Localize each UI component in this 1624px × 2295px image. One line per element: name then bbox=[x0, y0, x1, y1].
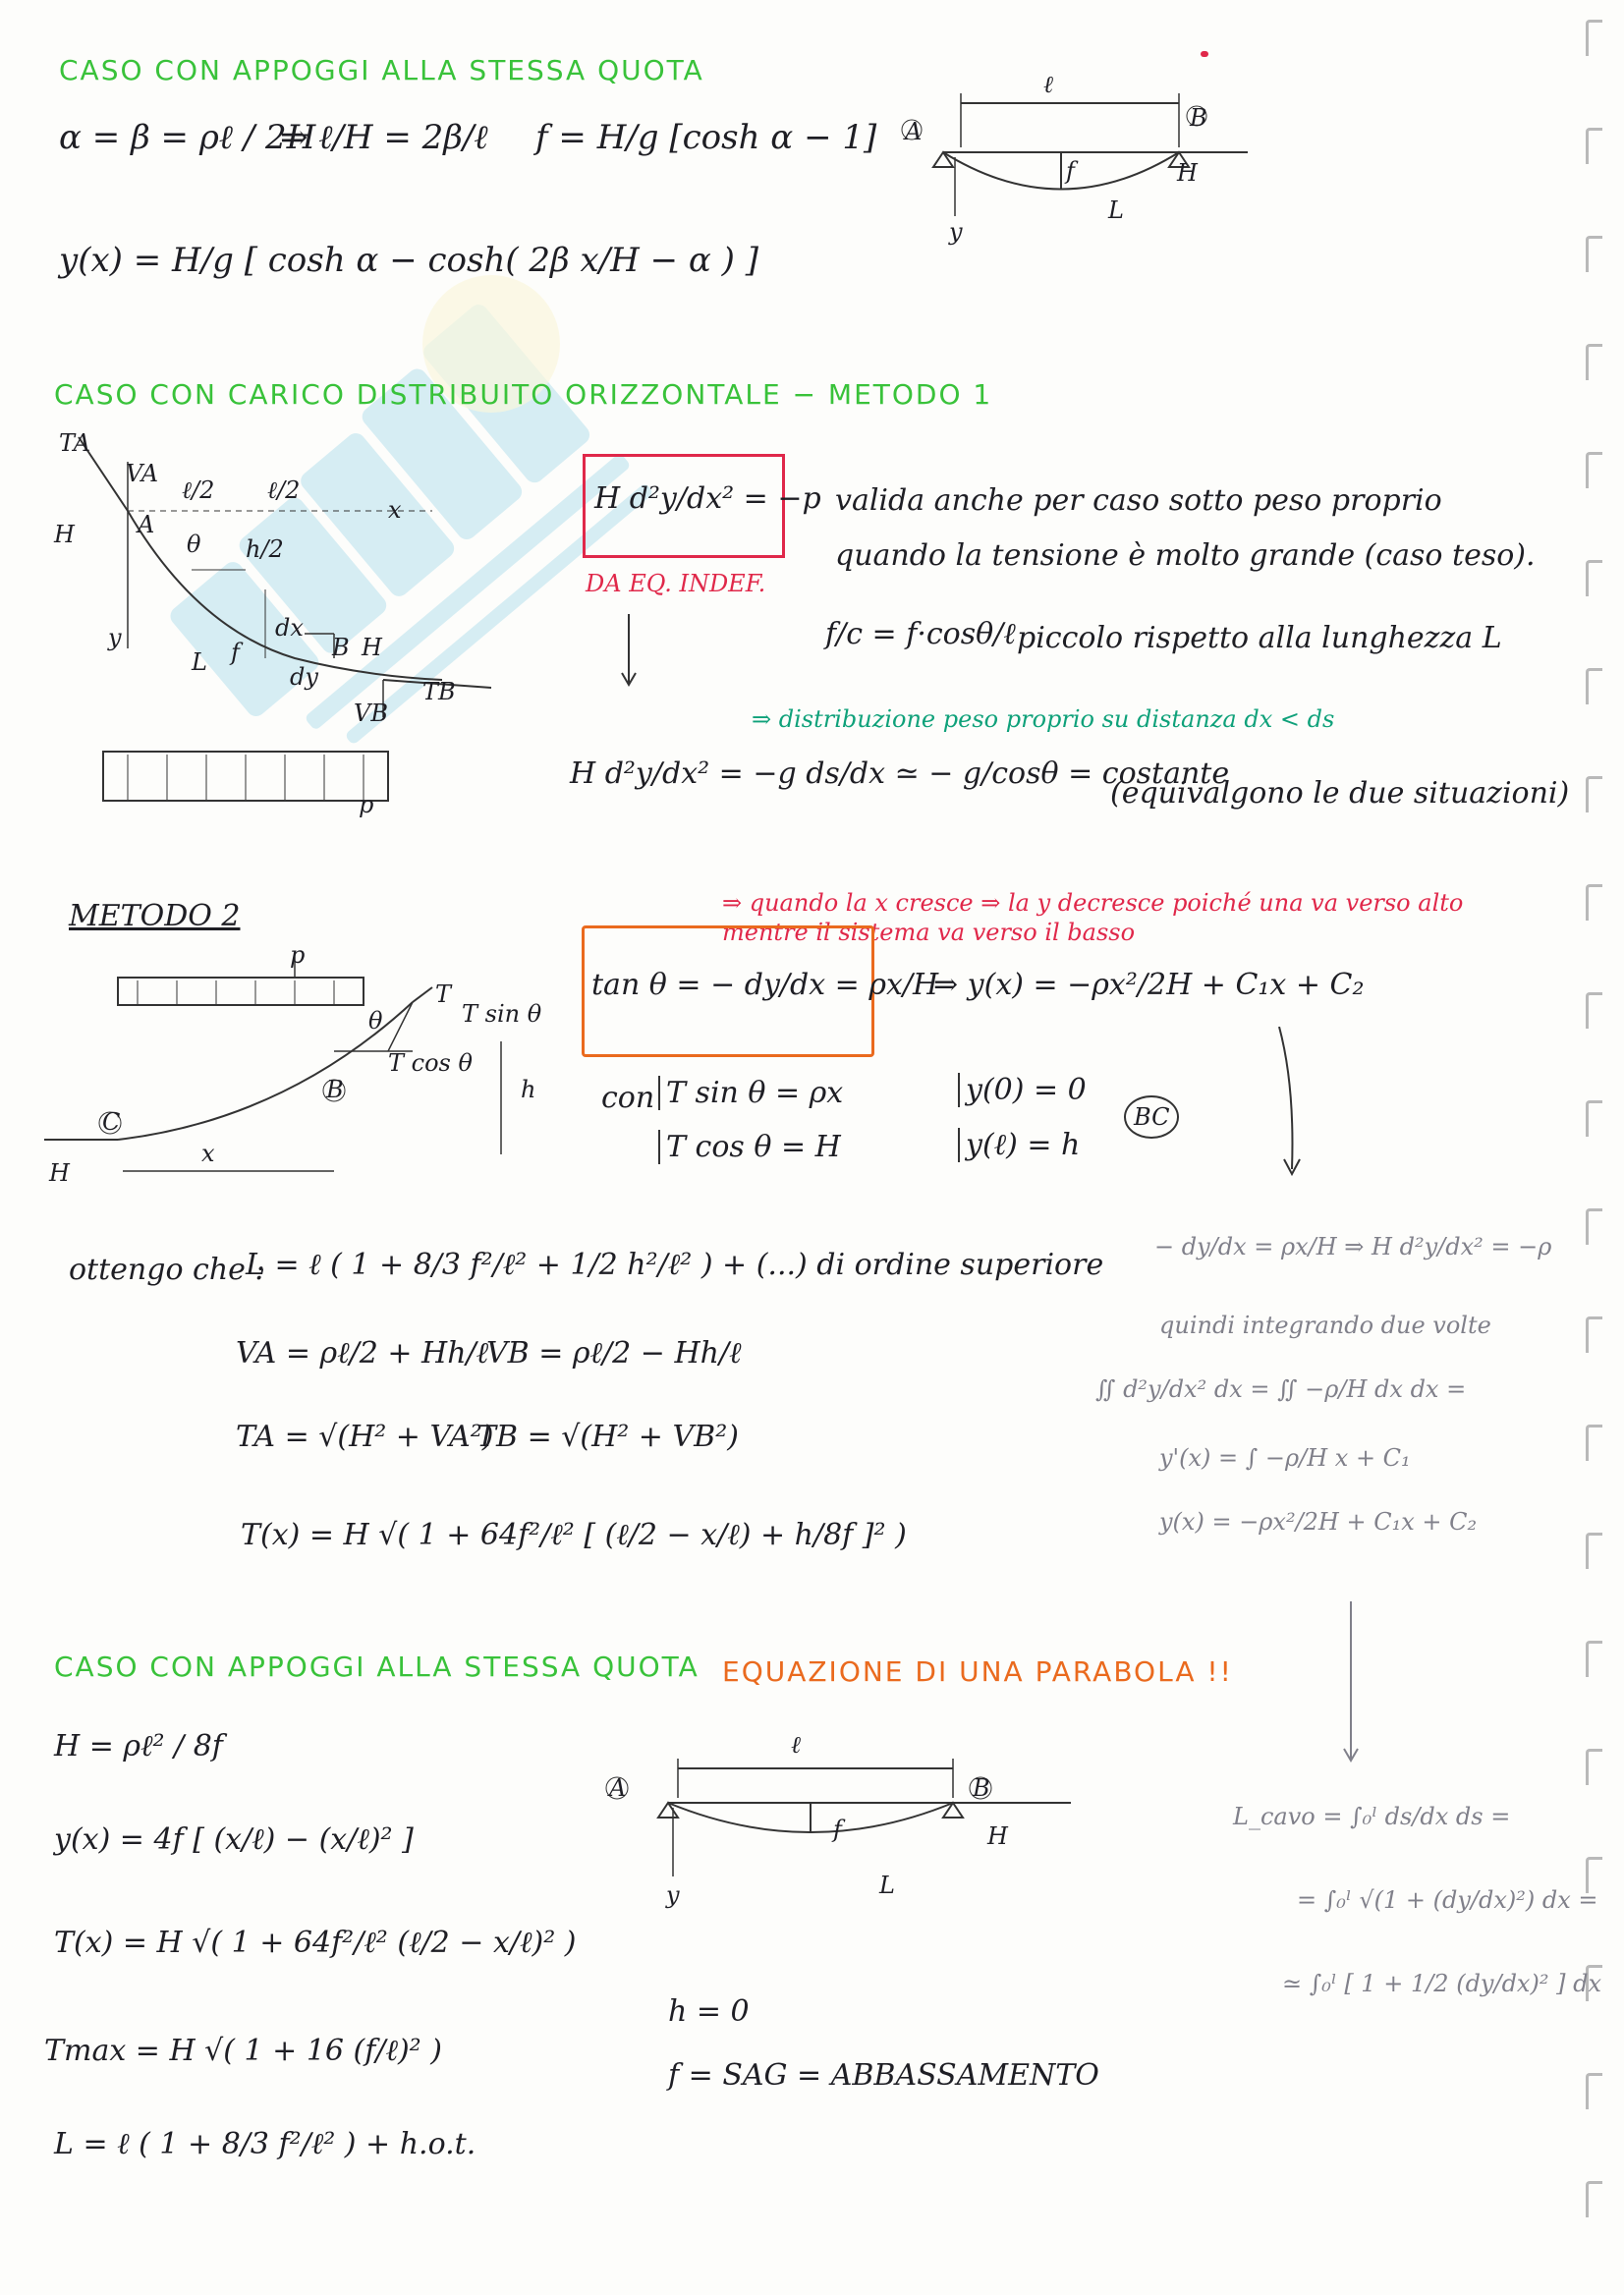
side-Lcavo2: = ∫₀ˡ √(1 + (dy/dx)²) dx = bbox=[1297, 1886, 1598, 1914]
binder-rings bbox=[1586, 20, 1617, 2279]
sec5-diag-span: ℓ bbox=[791, 1731, 801, 1759]
section5-parabola: EQUAZIONE DI UNA PARABOLA !! bbox=[722, 1655, 1233, 1688]
sec5-h0: h = 0 bbox=[668, 1994, 750, 2029]
sec4-eq-L: L = ℓ ( 1 + 8/3 f²/ℓ² + 1/2 h²/ℓ² ) + (...) di ordine superiore bbox=[246, 1248, 1104, 1282]
side-Lcavo1: L_cavo = ∫₀ˡ ds/dx ds = bbox=[1233, 1803, 1511, 1830]
sec1-diag-sag: f bbox=[1066, 157, 1075, 185]
sec2-diag-p: p bbox=[359, 791, 374, 818]
sec4-Tx: T(x) = H √( 1 + 64f²/ℓ² [ (ℓ/2 − x/ℓ) + h/8f ]² ) bbox=[241, 1518, 907, 1552]
section1-title: CASO CON APPOGGI ALLA STESSA QUOTA bbox=[59, 54, 704, 86]
sec1-diag-y: y bbox=[949, 218, 963, 246]
sec2-diag-H: H bbox=[54, 521, 75, 548]
side-line2: quindi integrando due volte bbox=[1159, 1312, 1491, 1339]
sec2-diag-h2: h/2 bbox=[246, 535, 284, 563]
sec3-diag-theta: θ bbox=[368, 1007, 383, 1035]
sec1-eq-ratio: ⇒ ℓ/H = 2β/ℓ bbox=[280, 118, 488, 157]
sec2-diag-theta: θ bbox=[187, 531, 201, 558]
sec3-eq-y: ⇒ y(x) = −ρx²/2H + C₁x + C₂ bbox=[933, 968, 1365, 1002]
sec2-diag-B: B bbox=[332, 634, 350, 661]
ink-dot bbox=[1201, 51, 1208, 57]
sec2-diag-TB: TB bbox=[422, 678, 456, 705]
sec1-cable-diagram bbox=[884, 59, 1297, 255]
sec3-diag-Tcos: T cos θ bbox=[388, 1049, 473, 1077]
sec3-c2: T cos θ = H bbox=[658, 1130, 841, 1164]
sec2-box-eq: H d²y/dx² = −p bbox=[594, 481, 821, 516]
section2-title: CASO CON CARICO DISTRIBUITO ORIZZONTALE − METODO 1 bbox=[54, 378, 993, 411]
sec1-diag-L: L bbox=[1108, 196, 1124, 224]
sec3-diag-x: x bbox=[201, 1140, 215, 1167]
sec3-diag-p: p bbox=[290, 941, 306, 969]
sec2-box-label: DA EQ. INDEF. bbox=[586, 570, 766, 597]
sec2-diag-f: f bbox=[231, 639, 240, 666]
sec5-T: T(x) = H √( 1 + 64f²/ℓ² (ℓ/2 − x/ℓ)² ) bbox=[54, 1926, 577, 1960]
sec2-diag-x: x bbox=[388, 496, 402, 524]
sec5-H: H = ρℓ² / 8f bbox=[54, 1729, 223, 1763]
sec2-diag-y: y bbox=[108, 624, 122, 651]
sec4-label: ottengo che : bbox=[69, 1253, 265, 1287]
sec2-diag-dy: dy bbox=[290, 663, 318, 691]
sec5-diag-A: A bbox=[609, 1774, 627, 1802]
sec4-TA: TA = √(H² + VA²) bbox=[236, 1420, 494, 1454]
sec2-diag-HB: H bbox=[362, 634, 382, 661]
sec2-diag-L: L bbox=[192, 648, 207, 676]
side-line5: y(x) = −ρx²/2H + C₁x + C₂ bbox=[1159, 1508, 1478, 1536]
section3-title: METODO 2 bbox=[69, 899, 241, 933]
sec3-diag-B: B bbox=[326, 1076, 344, 1103]
side-line4: y'(x) = ∫ −ρ/H x + C₁ bbox=[1159, 1444, 1411, 1472]
sec3-diag-C: C bbox=[102, 1108, 121, 1136]
sec3-diag-T: T bbox=[435, 980, 452, 1008]
section5-title: CASO CON APPOGGI ALLA STESSA QUOTA bbox=[54, 1651, 700, 1683]
sec5-diag-H: H bbox=[987, 1822, 1008, 1850]
side-Lcavo3: ≃ ∫₀ˡ [ 1 + 1/2 (dy/dx)² ] dx bbox=[1282, 1970, 1601, 1997]
sec5-y: y(x) = 4f [ (x/ℓ) − (x/ℓ)² ] bbox=[54, 1822, 414, 1857]
sec2-diag-VA: VA bbox=[126, 460, 159, 487]
sec2-diag-A: A bbox=[138, 511, 155, 538]
side-line3: ∬ d²y/dx² dx = ∬ −ρ/H dx dx = bbox=[1095, 1375, 1467, 1403]
sec3-bc2: y(ℓ) = h bbox=[958, 1128, 1080, 1162]
sec2-diag-VB: VB bbox=[354, 700, 388, 727]
sec2-equiv-note: (equivalgono le due situazioni) bbox=[1110, 776, 1570, 811]
sec3-side-arrow bbox=[1277, 1027, 1307, 1184]
sec2-ratio: f/c = f·cosθ/ℓ bbox=[825, 617, 1016, 651]
sec3-c1: T sin θ = ρx bbox=[658, 1076, 843, 1110]
sec4-VA: VA = ρℓ/2 + Hh/ℓ bbox=[236, 1336, 489, 1371]
sec3-cable-diagram bbox=[39, 943, 570, 1189]
sec3-diag-Tsin: T sin θ bbox=[462, 1000, 542, 1028]
sec4-VB: VB = ρℓ/2 − Hh/ℓ bbox=[486, 1336, 742, 1371]
sec1-diag-span: ℓ bbox=[1043, 71, 1053, 98]
sec2-diag-l2b: ℓ/2 bbox=[267, 476, 301, 504]
sec3-bc-label: BC bbox=[1124, 1095, 1179, 1139]
sec5-Tmax: Tmax = H √( 1 + 16 (f/ℓ)² ) bbox=[44, 2034, 442, 2068]
sec5-diag-L: L bbox=[879, 1872, 895, 1899]
sec3-box-eq: tan θ = − dy/dx = ρx/H bbox=[591, 968, 939, 1002]
sec1-eq-alpha: α = β = ρℓ / 2H bbox=[59, 118, 316, 157]
sec5-diag-f: f bbox=[833, 1816, 842, 1843]
sec5-diag-y: y bbox=[666, 1881, 680, 1909]
sec3-diag-h: h bbox=[521, 1076, 536, 1103]
sec2-ratio-note: piccolo rispetto alla lunghezza L bbox=[1017, 621, 1502, 655]
sec2-note-valid: valida anche per caso sotto peso proprio bbox=[835, 483, 1442, 518]
sec1-eq-y: y(x) = H/g [ cosh α − cosh( 2β x/H − α ) ] bbox=[59, 241, 759, 280]
sec3-red-note2: mentre il sistema va verso il basso bbox=[722, 919, 1136, 946]
sec1-diag-B: B bbox=[1190, 104, 1207, 132]
sec1-eq-f: f = H/g [cosh α − 1] bbox=[535, 118, 877, 157]
sec5-L: L = ℓ ( 1 + 8/3 f²/ℓ² ) + h.o.t. bbox=[54, 2127, 476, 2161]
sec2-eq-teal: H d²y/dx² = −g ds/dx ≃ − g/cosθ = costante bbox=[570, 756, 1230, 791]
sec5-fsag: f = SAG = ABBASSAMENTO bbox=[668, 2058, 1099, 2093]
sec3-diag-H: H bbox=[49, 1159, 70, 1187]
side-down-arrow bbox=[1336, 1601, 1366, 1768]
sec1-diag-H: H bbox=[1177, 159, 1198, 187]
sec2-teal-note: ⇒ distribuzione peso proprio su distanza dx < ds bbox=[752, 705, 1335, 733]
sec1-diag-A: A bbox=[905, 118, 923, 145]
sec2-diag-l2a: ℓ/2 bbox=[182, 476, 215, 504]
sec2-diag-dx: dx bbox=[275, 614, 304, 642]
sec5-diag-B: B bbox=[973, 1774, 990, 1802]
sec4-TB: TB = √(H² + VB²) bbox=[476, 1420, 739, 1454]
sec2-down-arrow bbox=[619, 614, 639, 693]
sec2-note-tension: quando la tensione è molto grande (caso teso). bbox=[835, 538, 1536, 573]
sec2-diag-TA: TA bbox=[59, 429, 91, 457]
sec3-con: con bbox=[601, 1081, 655, 1115]
sec3-bc1: y(0) = 0 bbox=[958, 1073, 1087, 1107]
side-line1: − dy/dx = ρx/H ⇒ H d²y/dx² = −ρ bbox=[1154, 1233, 1552, 1260]
sec3-red-note1: ⇒ quando la x cresce ⇒ la y decresce poiché una va verso alto bbox=[722, 889, 1464, 917]
